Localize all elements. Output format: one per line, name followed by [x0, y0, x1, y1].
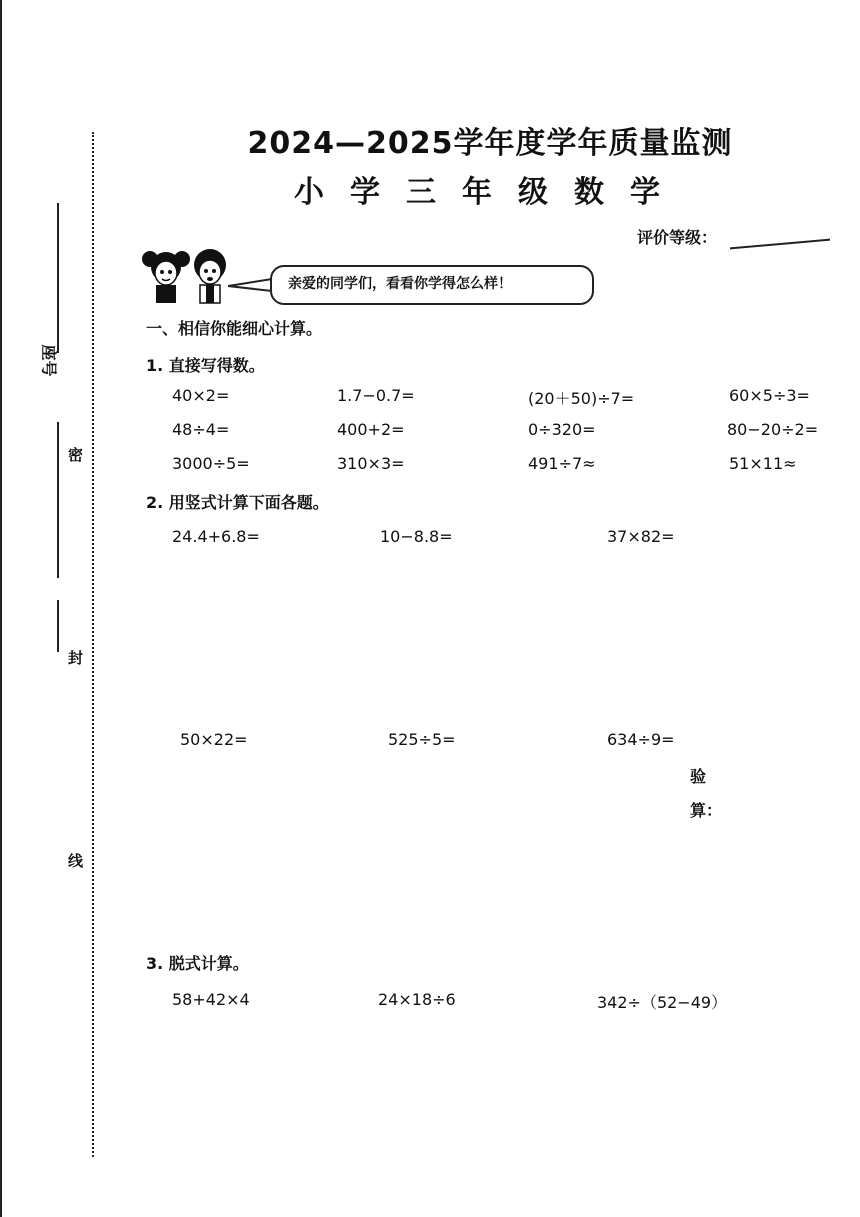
mental-calc-item: 1.7−0.7= — [337, 386, 415, 405]
binding-char-xian: 线 — [68, 852, 84, 870]
vertical-calc-item: 24.4+6.8= — [172, 527, 260, 546]
exam-subtitle: 小学三年级数学 — [294, 175, 686, 210]
mental-calc-item: 48÷4= — [172, 420, 230, 439]
binding-char-feng: 封 — [68, 649, 84, 667]
check-label-2: 算： — [690, 801, 723, 820]
mental-calc-item: 310×3= — [337, 454, 405, 473]
vertical-calc-item: 634÷9= — [607, 730, 675, 749]
seat-number-label: 座号 — [39, 344, 59, 377]
mental-calc-item: 400+2= — [337, 420, 405, 439]
q3-title: 3. 脱式计算。 — [146, 954, 249, 973]
binding-char-mi: 密 — [68, 446, 84, 464]
seat-number-line-top — [57, 203, 59, 353]
stepwise-calc-item: 58+42×4 — [172, 990, 250, 1009]
stepwise-calc-item: 24×18÷6 — [378, 990, 456, 1009]
speech-text: 亲爱的同学们，看看你学得怎么样！ — [288, 276, 512, 292]
mental-calc-item: 51×11≈ — [729, 454, 797, 473]
mental-calc-item: 60×5÷3= — [729, 386, 810, 405]
seat-number-line-bottom — [57, 422, 59, 578]
vertical-calc-item: 37×82= — [607, 527, 675, 546]
mental-calc-item: 0÷320= — [528, 420, 596, 439]
q2-title: 2. 用竖式计算下面各题。 — [146, 493, 329, 512]
vertical-calc-item: 50×22= — [180, 730, 248, 749]
binding-line-fragment — [57, 600, 59, 652]
mental-calc-item: (20＋50)÷7= — [528, 389, 635, 408]
q1-title: 1. 直接写得数。 — [146, 356, 265, 375]
vertical-calc-item: 525÷5= — [388, 730, 456, 749]
mental-calc-item: 3000÷5= — [172, 454, 250, 473]
section-1-title: 一、相信你能细心计算。 — [146, 319, 323, 338]
binding-dotted-line — [92, 132, 94, 1157]
mental-calc-item: 80−20÷2= — [727, 420, 819, 439]
cartoon-kids-icon — [138, 245, 238, 307]
speech-bubble-tail — [228, 278, 274, 294]
mental-calc-item: 40×2= — [172, 386, 230, 405]
exam-title: 2024—2025学年度学年质量监测 — [247, 126, 733, 161]
grade-label: 评价等级： — [637, 228, 718, 247]
check-label-1: 验 — [690, 767, 707, 786]
vertical-calc-item: 10−8.8= — [380, 527, 453, 546]
grade-input-line[interactable] — [730, 239, 830, 250]
mental-calc-item: 491÷7≈ — [528, 454, 596, 473]
stepwise-calc-item: 342÷（52−49） — [597, 993, 728, 1012]
